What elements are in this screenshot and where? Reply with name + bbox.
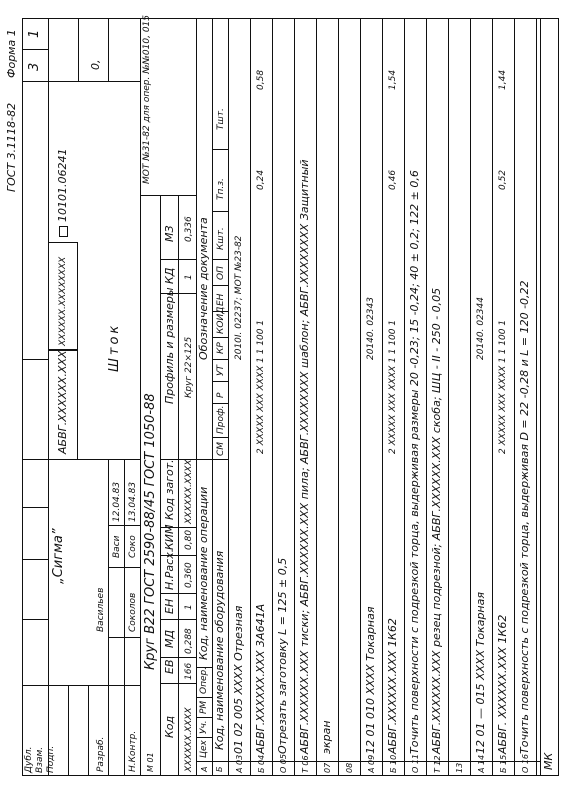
divider (160, 683, 196, 684)
approval-date: 13.04.83 (128, 481, 138, 522)
row-divider (536, 18, 537, 776)
divider (108, 637, 140, 638)
row-tpz: 0,24 (256, 169, 266, 190)
divider (22, 81, 48, 82)
row-tsht: 1,44 (498, 69, 508, 90)
divider (160, 527, 196, 528)
col-header-a: Обозначение документа (197, 217, 210, 360)
row-doc: 2 XXXXX XXX XXXX 1 1 100 1 (388, 319, 398, 454)
divider (228, 18, 229, 776)
row-code: А 09 (367, 754, 376, 773)
row-divider (360, 18, 361, 776)
material-header: ЕВ (163, 659, 176, 674)
row-text: АБВГ.XXXXXX.XXX 3А641А (254, 603, 267, 754)
col-header-b: СМ (216, 441, 226, 456)
material-header: Код загот. (163, 459, 176, 520)
col-header-b: КР (216, 342, 226, 354)
row-text: Отрезать заготовку L = 125 ± 0,5 (276, 557, 289, 754)
divider (160, 259, 196, 260)
code-column-divider (228, 761, 540, 762)
part-name: Шток (107, 322, 122, 372)
row-text: АБВГ.XXXXXX.XXX тиски; АБВГ.XXXXXX.XXX пила; АБВГ.XXXXXXXX шаблон; АБВГ.XXXXXXXX Защитный (298, 159, 311, 754)
doc-number-right: 0, (89, 59, 102, 70)
divider (160, 593, 196, 594)
divider (160, 293, 196, 294)
material-header: Н.Расх. (163, 548, 176, 590)
row-code: Б 04 (257, 754, 266, 773)
divider (160, 619, 196, 620)
divider (212, 149, 228, 150)
material-notes: МОТ №31-82 для опер. №№010, 015 (142, 15, 152, 184)
col-header-b: Код, наименование оборудования (213, 550, 226, 750)
material-value: 1 (184, 604, 194, 610)
material-header: Код (163, 715, 176, 738)
divider (48, 459, 140, 460)
divider (22, 459, 48, 460)
material-value: 0,80 (184, 529, 194, 550)
col-header-b: Тп.з. (216, 178, 226, 200)
sheet-total: 3 (27, 62, 42, 71)
row-doc: 20140. 02343 (366, 297, 376, 360)
col-header-a: Код, наименование операции (197, 486, 210, 660)
divider (196, 459, 228, 460)
divider (108, 686, 109, 776)
material-value: Круг 22×125 (184, 336, 194, 398)
row-divider (514, 18, 515, 776)
row-tsht: 0,58 (256, 69, 266, 90)
material-value: 0,288 (184, 628, 194, 654)
divider (108, 567, 140, 568)
row-code: А 14 (477, 754, 486, 773)
col-header-a: Уч. (199, 720, 209, 734)
divider (196, 761, 228, 762)
row-divider (338, 18, 339, 776)
approval-date: 12.04.83 (112, 481, 122, 522)
col-header-b: Тшт. (216, 108, 226, 130)
row-divider (448, 18, 449, 776)
standard-label: ГОСТ 3.1118-82 (5, 102, 18, 192)
row-divider (272, 18, 273, 776)
divider (140, 18, 141, 776)
material-spec: Круг В22 ГОСТ 2590-88/45 ГОСТ 1050-88 (143, 393, 158, 670)
row-divider (492, 18, 493, 776)
divider (212, 337, 228, 338)
divider (78, 18, 79, 82)
approval-sign: Васи (112, 535, 122, 558)
divider (124, 460, 125, 776)
row-code: Б 10 (389, 754, 398, 773)
row-code: О 16 (521, 753, 530, 773)
row-text: АБВГ.XXXXXX.XXX 1К62 (386, 618, 399, 754)
row-divider (404, 18, 405, 776)
form-label: Форма 1 (5, 29, 18, 78)
divider (22, 619, 48, 620)
divider (196, 667, 212, 668)
divider (212, 437, 228, 438)
approval-role: Разраб. (96, 736, 106, 772)
col-header-b: КОИД (216, 306, 226, 334)
divider (22, 685, 140, 686)
material-value: 166 (184, 662, 194, 680)
material-header: МЗ (163, 225, 176, 242)
col-header-b: Проф. (216, 405, 226, 434)
row-tpz: 0,52 (498, 169, 508, 190)
divider (68, 686, 69, 776)
row-divider (382, 18, 383, 776)
divider (22, 559, 48, 560)
col-header-a: Цех (199, 740, 209, 758)
row-divider (470, 18, 471, 776)
row-code: О 05 (279, 753, 288, 773)
approval-sign: Соко (128, 535, 138, 558)
row-doc: 2 XXXXX XXX XXXX 1 1 100 1 (256, 319, 266, 454)
approval-role: Н.Контр. (128, 730, 138, 772)
row-code: А 03 (235, 754, 244, 773)
divider (22, 507, 48, 508)
divider (196, 737, 212, 738)
checkbox-icon (59, 226, 68, 237)
divider (196, 717, 212, 718)
divider (178, 196, 179, 776)
divider (160, 459, 196, 460)
material-value: 0,336 (184, 216, 194, 242)
row-code: 08 (345, 762, 354, 773)
divider (212, 359, 228, 360)
col-header-b: ОП (216, 266, 226, 280)
row-text: АБВГ. XXXXXX.XXX 1К62 (496, 614, 509, 754)
divider (196, 697, 212, 698)
divider (212, 381, 228, 382)
material-header: ЕН (163, 598, 176, 614)
row-text: Точить поверхность с подрезкой торца, выдерживая D = 22 -0,28 и L = 120 -0,22 (518, 280, 531, 754)
doc-code: XXXXXX.XXXXXXXX (58, 256, 68, 346)
row-type-b: Б (215, 766, 224, 772)
row-code-m01: М 01 (146, 752, 155, 772)
row-code: 07 (323, 762, 332, 773)
row-text: экран (320, 720, 333, 754)
row-tpz: 0,46 (388, 169, 398, 190)
col-header-a: РМ (199, 700, 209, 714)
divider (212, 285, 228, 286)
material-value: XXXXXX.XXXX (184, 707, 194, 772)
divider (160, 657, 196, 658)
sheet-number: 1 (27, 29, 42, 38)
stamp-podp: Подп. (46, 745, 56, 773)
material-value: XXXXXX.XXXX (184, 459, 194, 524)
divider (160, 196, 161, 776)
approval-name: Соколов (128, 592, 138, 632)
material-header: МД (163, 629, 176, 648)
doc-number: 10101.06241 (57, 149, 69, 237)
divider (22, 359, 48, 360)
material-value: 0,360 (184, 562, 194, 588)
material-header: КД (163, 267, 176, 284)
divider (108, 18, 109, 82)
divider (108, 525, 140, 526)
row-divider (294, 18, 295, 776)
col-header-b: Кшт. (216, 227, 226, 250)
row-code: Т 12 (433, 755, 442, 773)
divider (22, 49, 48, 50)
row-divider (316, 18, 317, 776)
col-header-b: УТ (216, 365, 226, 376)
material-value: 1 (184, 274, 194, 280)
row-text: 01 02 005 XXXX Отрезная (232, 605, 245, 754)
divider (196, 18, 197, 776)
row-divider (426, 18, 427, 776)
material-header: Профиль и размеры (163, 287, 176, 404)
divider (88, 686, 89, 776)
row-type-a: А (200, 766, 209, 772)
stamp-dubl: Дубл. (24, 746, 34, 773)
col-header-b: Р (216, 392, 226, 398)
row-divider (250, 18, 251, 776)
row-tsht: 1,54 (388, 69, 398, 90)
stamp-vzam: Взам. (35, 746, 45, 773)
approval-name: Васильев (96, 587, 106, 632)
divider (160, 555, 196, 556)
organization: „Сигма” (51, 528, 66, 584)
col-header-a: Опер. (199, 666, 209, 694)
divider (212, 259, 228, 260)
divider (212, 311, 228, 312)
row-doc: 2010I. 02237; МОТ №23-82 (234, 235, 244, 360)
row-code: 13 (455, 762, 464, 773)
divider (212, 211, 228, 212)
row-text: 12 01 010 XXXX Токарная (364, 606, 377, 754)
row-code: Б 15 (499, 754, 508, 773)
divider (140, 195, 196, 196)
col-header-b: ЕН (216, 293, 226, 306)
row-code: О 11 (411, 753, 420, 773)
divider (108, 460, 109, 686)
divider (212, 403, 228, 404)
divider (48, 81, 140, 82)
row-text: АБВГ.XXXXXX.XXX резец подрезной; АБВГ.XXXXXX.XXX скоба; ШЦ - II - 250 - 0,05 (430, 287, 443, 754)
row-doc: 2 XXXXX XXX XXXX 1 1 100 1 (498, 319, 508, 454)
row-text: 12 01 — 015 XXXX Токарная (474, 592, 487, 754)
material-header: КИМ (163, 524, 176, 550)
designation: АБВГ.XXXXXX.XXX (56, 350, 69, 454)
row-text: Точить поверхности с подрезкой торца, выдерживая размеры 20 -0,23; 15 -0,24; 40 ± 0,2; 122 ± 0,6 (408, 170, 421, 754)
footer-label: МК (542, 752, 555, 770)
row-code: Т 06 (301, 755, 310, 773)
divider (540, 18, 541, 776)
row-doc: 20140. 02344 (476, 297, 486, 360)
